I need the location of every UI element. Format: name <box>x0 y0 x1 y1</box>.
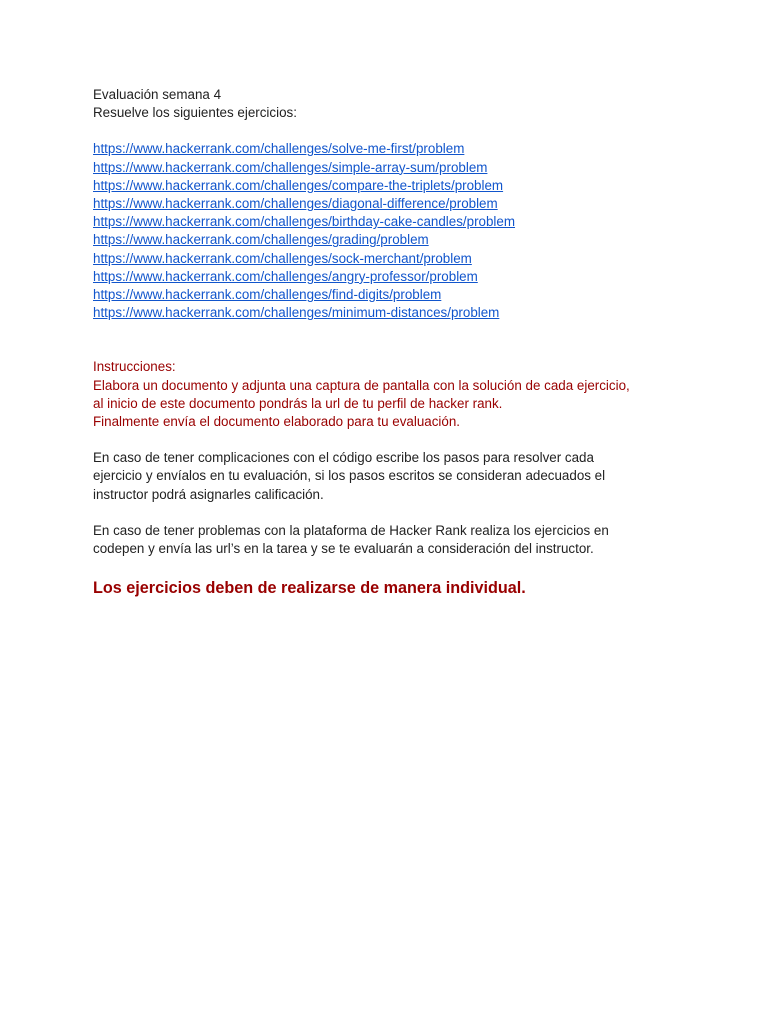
exercise-link-grading[interactable]: https://www.hackerrank.com/challenges/grading/problem <box>93 232 429 248</box>
complications-paragraph <box>93 449 713 504</box>
exercise-link-solve-me-first[interactable]: https://www.hackerrank.com/challenges/solve-me-first/problem <box>93 141 465 157</box>
document-title: Evaluación semana 4 <box>93 87 222 102</box>
exercise-link-list <box>93 140 713 322</box>
instructions-line: Finalmente envía el documento elaborado para tu evaluación. <box>93 414 460 430</box>
exercise-link-diagonal-difference[interactable]: https://www.hackerrank.com/challenges/diagonal-difference/problem <box>93 196 498 212</box>
platform-problems-paragraph <box>93 522 713 558</box>
instructions-line: Elabora un documento y adjunta una captura de pantalla con la solución de cada ejercicio, <box>93 377 630 393</box>
exercise-link-minimum-distances[interactable]: https://www.hackerrank.com/challenges/minimum-distances/problem <box>93 305 500 321</box>
paragraph-line: En caso de tener complicaciones con el código escribe los pasos para resolver cada <box>93 450 594 466</box>
paragraph-line: instructor podrá asignarles calificación. <box>93 486 324 502</box>
document-page <box>93 86 713 598</box>
paragraph-line: ejercicio y envíalos en tu evaluación, si los pasos escritos se consideran adecuados el <box>93 468 606 484</box>
exercise-link-angry-professor[interactable]: https://www.hackerrank.com/challenges/angry-professor/problem <box>93 268 478 284</box>
instructions-heading: Instrucciones: <box>93 359 176 375</box>
individual-work-notice: Los ejercicios deben de realizarse de manera individual. <box>93 579 526 598</box>
paragraph-line: codepen y envía las url’s en la tarea y se te evaluarán a consideración del instructor. <box>93 541 594 557</box>
exercise-link-compare-the-triplets[interactable]: https://www.hackerrank.com/challenges/compare-the-triplets/problem <box>93 177 504 193</box>
exercise-link-simple-array-sum[interactable]: https://www.hackerrank.com/challenges/simple-array-sum/problem <box>93 159 488 175</box>
exercise-link-find-digits[interactable]: https://www.hackerrank.com/challenges/find-digits/problem <box>93 287 442 303</box>
instructions-line: al inicio de este documento pondrás la url de tu perfil de hacker rank. <box>93 395 503 411</box>
document-subtitle: Resuelve los siguientes ejercicios: <box>93 105 297 121</box>
paragraph-line: En caso de tener problemas con la plataforma de Hacker Rank realiza los ejercicios en <box>93 522 609 538</box>
exercise-link-sock-merchant[interactable]: https://www.hackerrank.com/challenges/sock-merchant/problem <box>93 250 472 266</box>
exercise-link-birthday-cake-candles[interactable]: https://www.hackerrank.com/challenges/birthday-cake-candles/problem <box>93 214 516 230</box>
instructions-block <box>93 358 713 431</box>
